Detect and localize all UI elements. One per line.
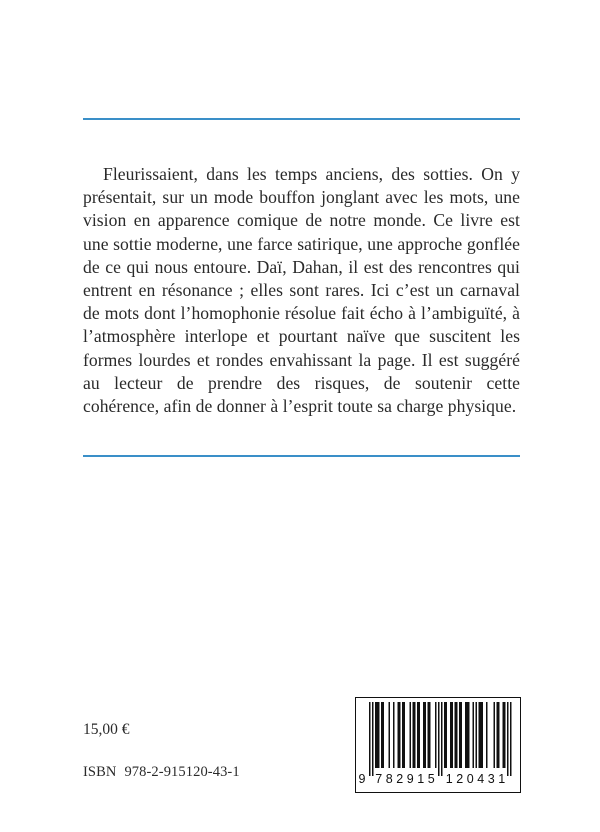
barcode-bar	[428, 702, 430, 768]
barcode-bar	[410, 702, 412, 768]
barcode-bar	[468, 702, 470, 768]
barcode-bar	[377, 702, 379, 768]
barcode-bar	[389, 702, 391, 768]
top-divider-rule	[83, 118, 520, 120]
barcode-guard-bar	[441, 702, 443, 776]
barcode-bar	[425, 702, 427, 768]
barcode-bar	[378, 702, 380, 768]
barcode-bar	[450, 702, 452, 768]
barcode-digit: 2	[396, 772, 404, 786]
barcode-bar	[381, 702, 383, 768]
barcode-digit: 5	[427, 772, 435, 786]
bottom-divider-rule	[83, 455, 520, 457]
barcode-bar	[459, 702, 461, 768]
ean13-barcode	[355, 697, 521, 793]
barcode-digit: 2	[456, 772, 464, 786]
barcode-guard-bar	[510, 702, 512, 776]
barcode-bar	[486, 702, 488, 768]
barcode-digit: 1	[445, 772, 453, 786]
barcode-bar	[503, 702, 505, 768]
barcode-bar	[497, 702, 499, 768]
barcode-bar	[413, 702, 415, 768]
barcode-bar	[398, 702, 400, 768]
barcode-digit: 3	[487, 772, 495, 786]
barcode-bar	[404, 702, 406, 768]
barcode-bar	[479, 702, 481, 768]
barcode-bar	[402, 702, 404, 768]
isbn-label: ISBN	[83, 764, 117, 780]
barcode-digit: 0	[466, 772, 474, 786]
barcode-digit: 9	[406, 772, 414, 786]
barcode-digit: 1	[417, 772, 425, 786]
barcode-bar	[452, 702, 454, 768]
barcode-bar	[494, 702, 496, 768]
barcode-digit: 8	[385, 772, 393, 786]
barcode-guard-bar	[438, 702, 440, 776]
price-label: 15,00 €	[83, 721, 130, 738]
barcode-digit: 7	[375, 772, 383, 786]
barcode-bar	[417, 702, 419, 768]
barcode-bar	[423, 702, 425, 768]
barcode-bar	[399, 702, 401, 768]
barcode-bar	[461, 702, 463, 768]
barcode-bar	[414, 702, 416, 768]
barcode-guard-bar	[372, 702, 374, 776]
barcode-bar	[429, 702, 431, 768]
barcode-bar	[456, 702, 458, 768]
barcode-bar	[482, 702, 484, 768]
barcode-digit: 1	[498, 772, 506, 786]
barcode-bar	[446, 702, 448, 768]
barcode-bar	[393, 702, 395, 768]
barcode-bar	[419, 702, 421, 768]
barcode-bar	[435, 702, 437, 768]
barcode-graphic	[355, 697, 521, 793]
barcode-bar	[383, 702, 385, 768]
barcode-guard-bar	[507, 702, 509, 776]
barcode-bar	[465, 702, 467, 768]
barcode-bar	[498, 702, 500, 768]
barcode-bar	[375, 702, 377, 768]
barcode-bar	[480, 702, 482, 768]
barcode-bar	[473, 702, 475, 768]
barcode-digit-lead: 9	[358, 772, 366, 786]
barcode-guard-bar	[369, 702, 371, 776]
barcode-bar	[476, 702, 478, 768]
back-cover-blurb: Fleurissaient, dans les temps anciens, des sotties. On y présentait, sur un mode bouffon jonglant avec les mots, une vision en apparence comique de notre monde. Ce livre est une sottie moderne, une farce satirique, une approche gonflée de ce qui nous entoure. Daï, Dahan, il est des rencontres qui entrent en résonance ; elles sont rares. Ici c’est un carnaval de mots dont l’homophonie résolue fait écho à l’ambiguïté, à l’atmosphère interlope et pourtant naïve que suscitent les formes lourdes et rondes envahissant la page. Il est suggéré au lecteur de prendre des risques, de soutenir cette cohérence, afin de donner à l’esprit toute sa charge physique.	[83, 164, 520, 417]
barcode-bar	[467, 702, 469, 768]
barcode-bar	[444, 702, 446, 768]
barcode-bar	[504, 702, 506, 768]
barcode-digit: 4	[477, 772, 485, 786]
isbn-number: 978-2-915120-43-1	[124, 764, 240, 780]
barcode-bar	[455, 702, 457, 768]
isbn-line	[83, 764, 240, 781]
